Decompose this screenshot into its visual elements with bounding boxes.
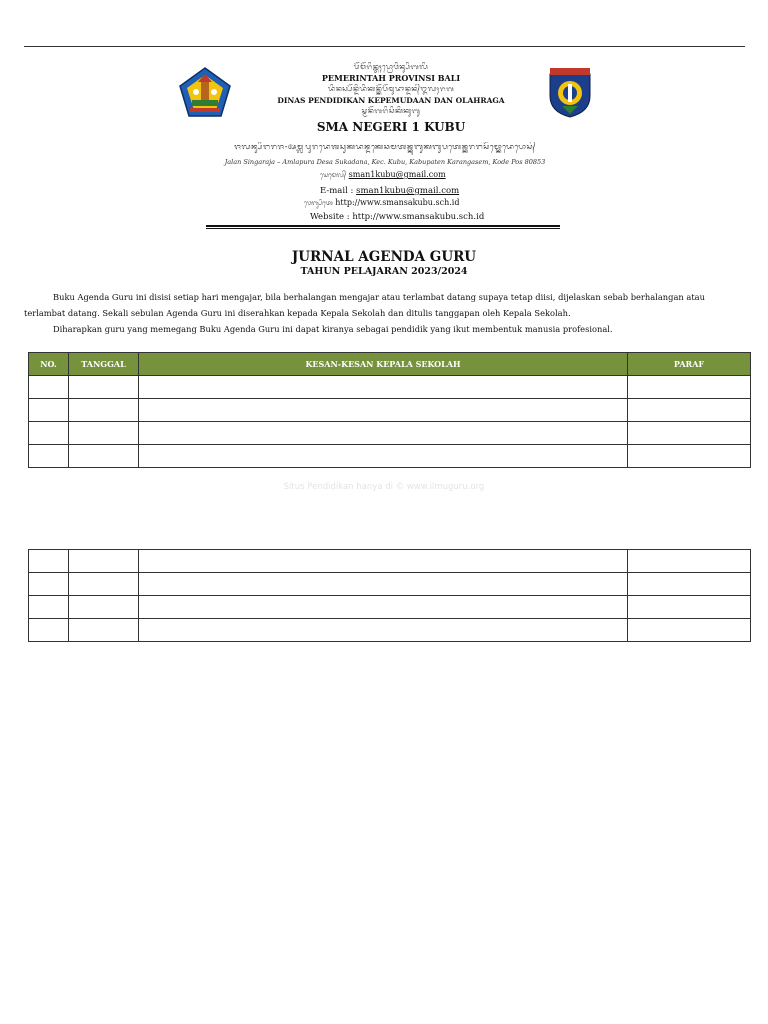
table-cell[interactable] <box>139 376 628 399</box>
instruction-paragraph-2: Diharapkan guru yang memegang Buku Agenda Guru ini dapat kiranya sebagai pendidik yang ikut membentuk manusia profesional. <box>53 324 613 334</box>
table-cell[interactable] <box>628 399 751 422</box>
table-cell[interactable] <box>29 596 69 619</box>
table-cell[interactable] <box>69 619 139 642</box>
table-cell[interactable] <box>628 550 751 573</box>
balinese-school-line: ᬲ᭄ᬫᬦᭂᬕᬭᬶᬲᬶᬓᬶᬓᬸᬩᬸ <box>361 107 421 115</box>
table-cell[interactable] <box>628 619 751 642</box>
website-label: Website : <box>310 212 353 222</box>
table-cell[interactable] <box>29 573 69 596</box>
table-row <box>29 550 751 573</box>
table-cell[interactable] <box>69 376 139 399</box>
balinese-website-label: ᬯᬾᬩ᭄ᬲᬶᬢᬾ <box>304 200 333 207</box>
table-row <box>29 399 751 422</box>
email-link-1[interactable]: sman1kubu@gmail.com <box>348 170 446 179</box>
letterhead <box>170 62 600 230</box>
website-link-2[interactable]: http://www.smansakubu.sch.id <box>352 212 485 222</box>
table-cell[interactable] <box>139 596 628 619</box>
agenda-table <box>28 352 751 468</box>
agenda-table-continued <box>28 549 751 642</box>
table-cell[interactable] <box>29 422 69 445</box>
email-link-2[interactable]: sman1kubu@gmail.com <box>356 186 460 196</box>
table-cell[interactable] <box>139 573 628 596</box>
balinese-website-line <box>304 198 459 210</box>
balinese-address-line: ᬚᬮᬦ᭄ᬲᬶᬗᬭᬚ-ᬅᬫ᭄ᬮᬧᬸᬭᬤᬾᬰᬲᬸᬓᬤᬦ᭄ᬤᬓᬾᬘᬫᬢᬦ᭄ᬓᬸᬩᬸᬓᬩᬸᬧᬢᬾᬦ᭄ᬓᬭᬗᬲᭂᬫ᭄ᬓᭀᬤᬾᬧᭀᬲ᭄ <box>234 142 536 151</box>
table-cell[interactable] <box>139 399 628 422</box>
column-header-kesan: KESAN-KESAN KEPALA SEKOLAH <box>139 353 628 376</box>
website-line <box>310 212 484 222</box>
letterhead-rule-thick <box>206 225 560 227</box>
table-cell[interactable] <box>628 596 751 619</box>
table-cell[interactable] <box>29 550 69 573</box>
table-cell[interactable] <box>628 573 751 596</box>
document-subtitle: TAHUN PELAJARAN 2023/2024 <box>300 266 468 277</box>
table-row <box>29 376 751 399</box>
school-address: Jalan Singaraja – Amlapura Desa Sukadana, Kec. Kubu, Kabupaten Karangasem, Kode Pos 80853 <box>224 158 546 166</box>
table-row <box>29 619 751 642</box>
dinas-name: DINAS PENDIDIKAN KEPEMUDAAN DAN OLAHRAGA <box>277 96 505 105</box>
email-label: E-mail : <box>320 186 357 196</box>
table-cell[interactable] <box>139 550 628 573</box>
letterhead-rule-thin <box>206 228 560 229</box>
column-header-paraf: PARAF <box>628 353 751 376</box>
watermark-text: Situs Pendidikan hanya di © www.ilmuguru.org <box>283 482 485 492</box>
table-row <box>29 422 751 445</box>
balinese-email-line <box>320 170 446 182</box>
table-cell[interactable] <box>29 445 69 468</box>
table-cell[interactable] <box>69 399 139 422</box>
email-line <box>320 186 459 196</box>
table-cell[interactable] <box>139 422 628 445</box>
table-row <box>29 573 751 596</box>
document-title: JURNAL AGENDA GURU <box>291 249 477 265</box>
table-cell[interactable] <box>139 619 628 642</box>
table-cell[interactable] <box>69 422 139 445</box>
table-cell[interactable] <box>29 619 69 642</box>
table-cell[interactable] <box>69 596 139 619</box>
table-cell[interactable] <box>69 550 139 573</box>
website-link-1[interactable]: http://www.smansakubu.sch.id <box>335 198 460 207</box>
table-cell[interactable] <box>628 376 751 399</box>
school-emblem-icon <box>548 66 592 118</box>
table-cell[interactable] <box>628 422 751 445</box>
government-name: PEMERINTAH PROVINSI BALI <box>321 73 461 83</box>
column-header-no: NO. <box>29 353 69 376</box>
table-cell[interactable] <box>29 399 69 422</box>
top-rule <box>24 46 745 47</box>
table-cell[interactable] <box>69 445 139 468</box>
balinese-dinas-line: ᬤᬶᬦᬲ᭄ᬧᭂᬦ᭄ᬤᬶᬤᬶᬓᬦ᭄ᬓᭂᬧᭂᬫᬸᬤᬵᬦ᭄ᬤᬦ᭄ᬑᬮᬄᬭᬕ <box>327 85 455 93</box>
letterhead-text <box>234 62 548 135</box>
table-row <box>29 445 751 468</box>
table-cell[interactable] <box>139 445 628 468</box>
column-header-tanggal: TANGGAL <box>69 353 139 376</box>
table-header-row <box>29 353 751 376</box>
bali-province-emblem-icon <box>178 66 232 120</box>
table-cell[interactable] <box>29 376 69 399</box>
school-name: SMA NEGERI 1 KUBU <box>316 120 466 134</box>
instruction-paragraph-1: Buku Agenda Guru ini disisi setiap hari mengajar, bila berhalangan mengajar atau terlambat datang supaya tetap diisi, dijelaskan sebab berhalangan atau terlambat datang. Sekali sebulan Agenda Guru ini diserahkan kepada Kepala Sekolah dan ditulis tanggapan oleh Kepala Sekolah. <box>24 292 705 318</box>
balinese-email-label: ᬬᬾᬫᬾᬮ᭄ <box>320 172 347 179</box>
table-row <box>29 596 751 619</box>
balinese-government-line: ᬧᭂᬫᭂᬭᬶᬦ᭄ᬢᬄᬧ᭄ᬭᭀᬯᬶᬦ᭄ᬲᬶᬩᬮᬶ <box>353 63 429 71</box>
table-cell[interactable] <box>628 445 751 468</box>
table-cell[interactable] <box>69 573 139 596</box>
